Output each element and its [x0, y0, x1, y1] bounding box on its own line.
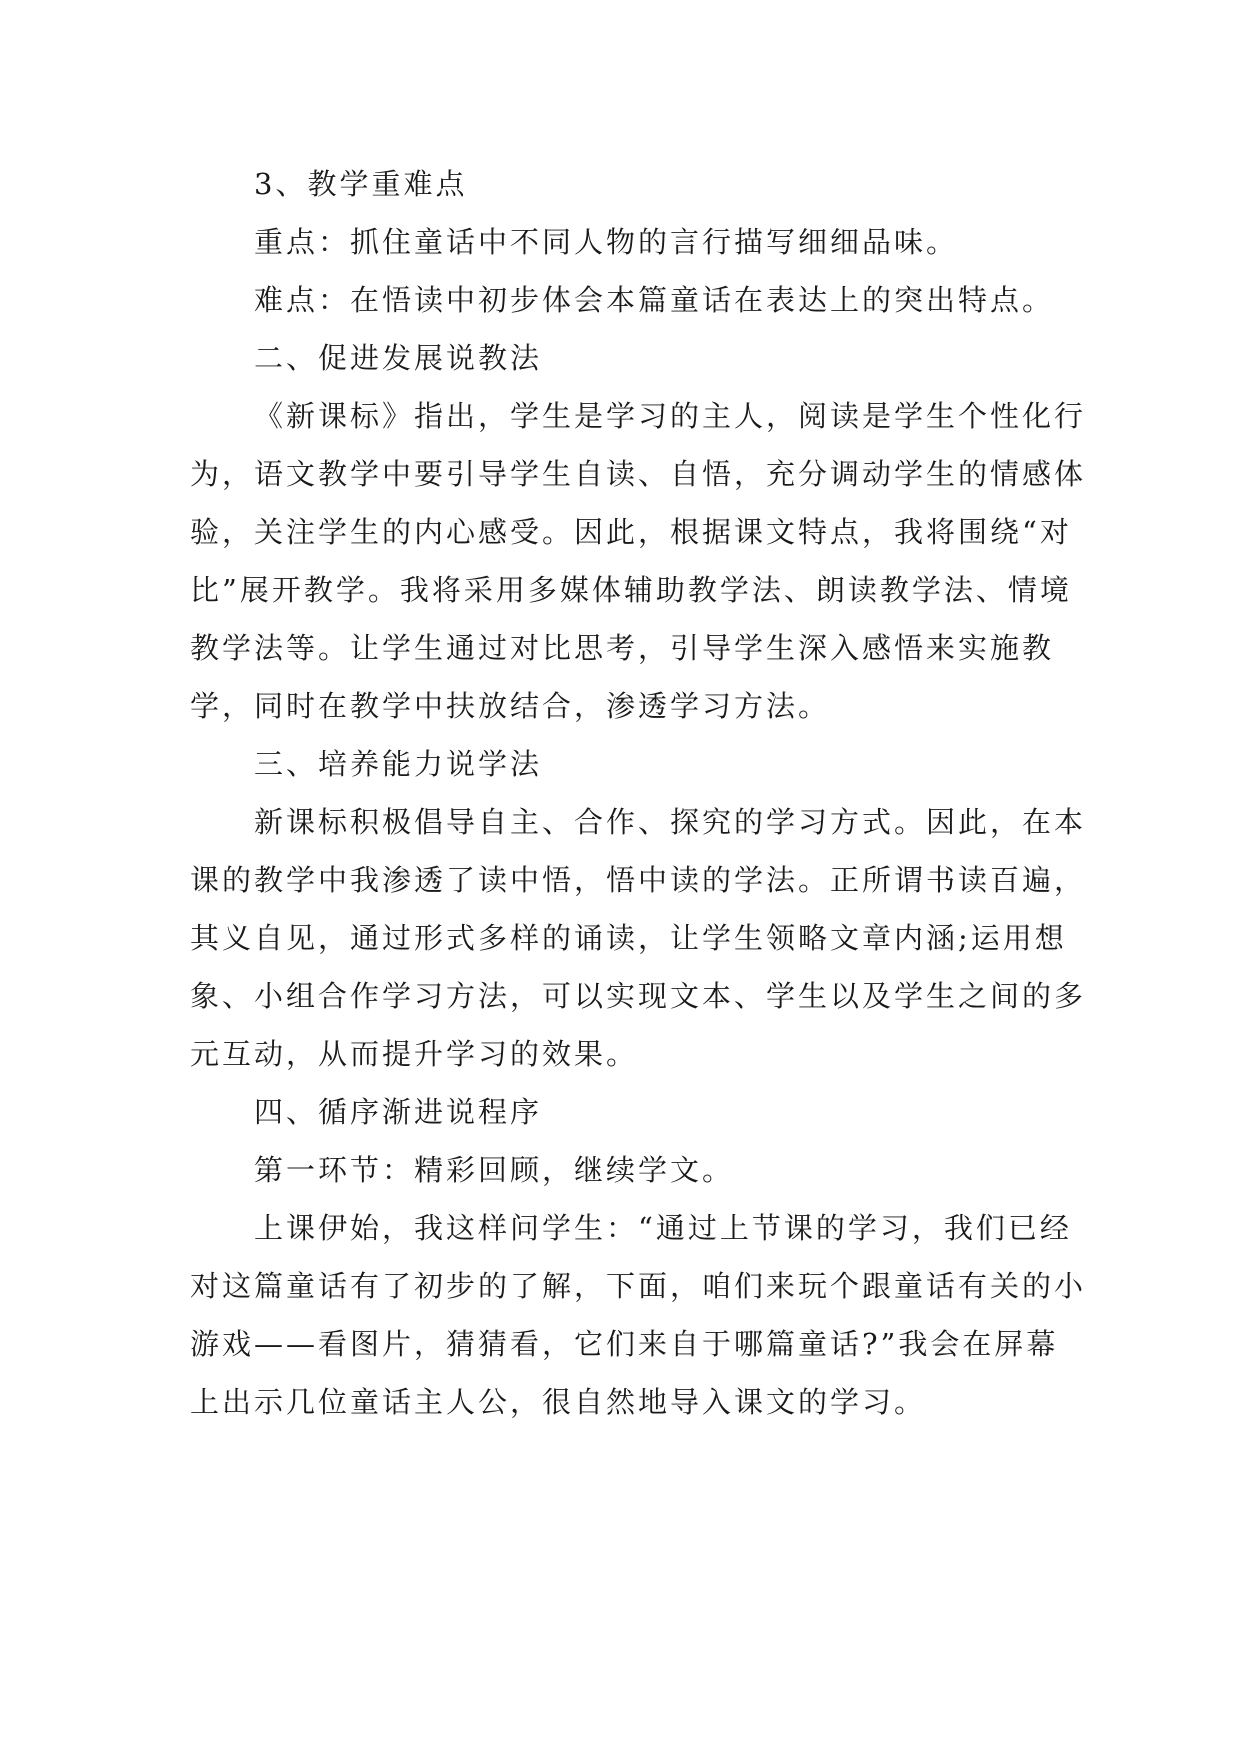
section-heading-learning-methods: 三、培养能力说学法	[254, 747, 543, 781]
section-heading-key-points: 3、教学重难点	[254, 167, 468, 201]
section-heading-teaching-methods: 二、促进发展说教法	[254, 341, 543, 375]
paragraph-key-point: 重点：抓住童话中不同人物的言行描写细细品味。	[254, 225, 959, 259]
paragraph-teaching-methods: 《新课标》指出，学生是学习的主人，阅读是学生个性化行为，语文教学中要引导学生自读、自悟，充分调动学生的情感体验，关注学生的内心感受。因此，根据课文特点，我将围绕“对比”展开教学。我将采用多媒体辅助教学法、朗读教学法、情境教学法等。让学生通过对比思考，引导学生深入感悟来实施教学，同时在教学中扶放结合，渗透学习方法。	[190, 399, 1087, 723]
document-body	[190, 155, 1090, 1431]
subheading-first-step: 第一环节：精彩回顾，继续学文。	[254, 1153, 735, 1187]
paragraph-learning-methods: 新课标积极倡导自主、合作、探究的学习方式。因此，在本课的教学中我渗透了读中悟，悟中读的学法。正所谓书读百遍，其义自见，通过形式多样的诵读，让学生领略文章内涵;运用想象、小组合作学习方法，可以实现文本、学生以及学生之间的多元互动，从而提升学习的效果。	[190, 805, 1087, 1071]
paragraph-difficulty: 难点：在悟读中初步体会本篇童话在表达上的突出特点。	[254, 283, 1055, 317]
section-heading-procedure: 四、循序渐进说程序	[254, 1095, 543, 1129]
paragraph-first-step: 上课伊始，我这样问学生：“通过上节课的学习，我们已经对这篇童话有了初步的了解，下面，咱们来玩个跟童话有关的小游戏——看图片，猜猜看，它们来自于哪篇童话?”我会在屏幕上出示几位童话主人公，很自然地导入课文的学习。	[190, 1211, 1087, 1419]
